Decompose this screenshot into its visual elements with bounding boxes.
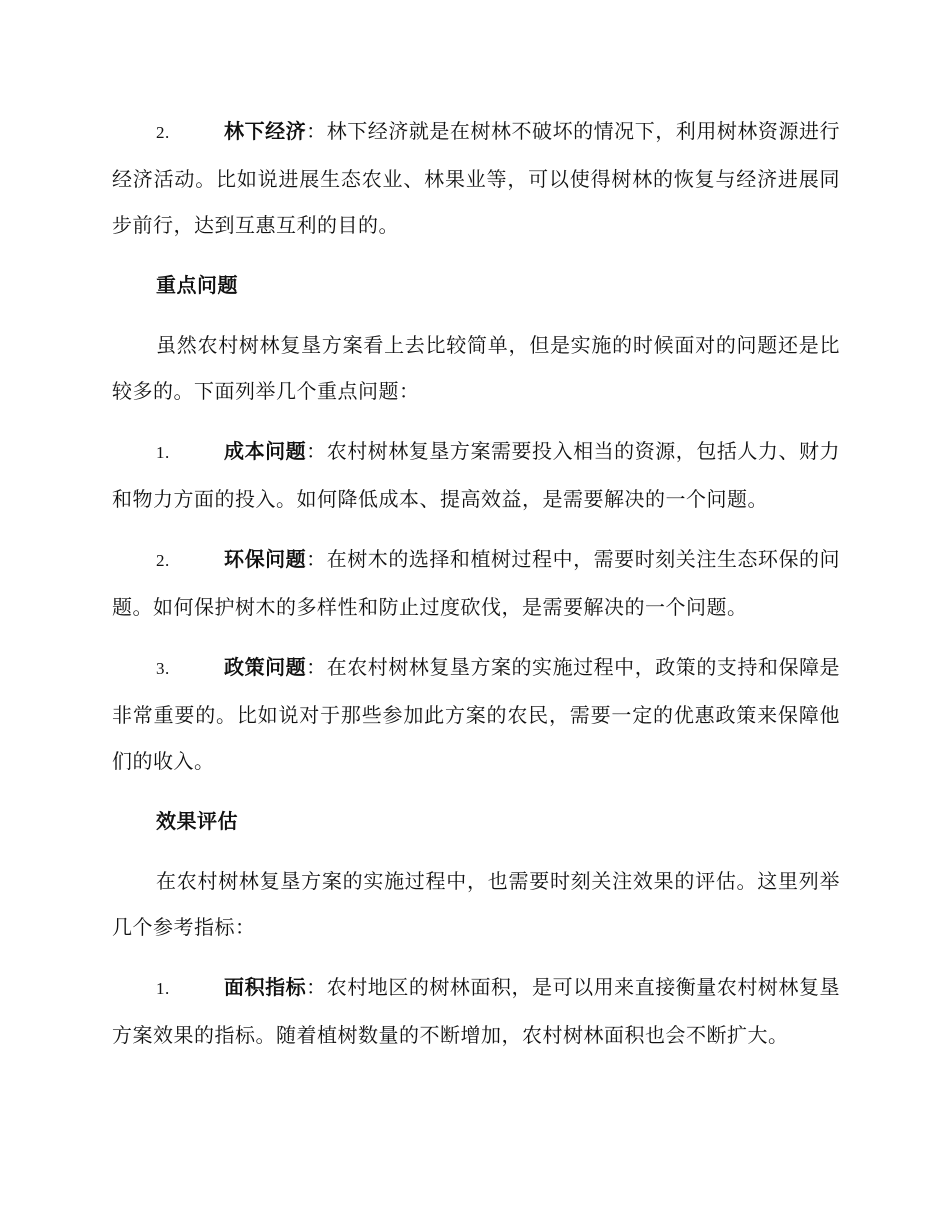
list-text: 农村树林复垦方案需要投入相当的资源，包括人力、财力和物力方面的投入。如何降低成本、提高效益，是需要解决的一个问题。 <box>112 439 841 511</box>
section-heading-key-issues: 重点问题 <box>156 273 238 297</box>
list-term: 政策问题 <box>224 655 307 679</box>
section-intro-key-issues: 虽然农村树林复垦方案看上去比较简单，但是实施的时候面对的问题还是比较多的。下面列举几个重点问题： <box>112 333 840 403</box>
list-text: 林下经济就是在树林不破坏的情况下，利用树林资源进行经济活动。比如说进展生态农业、林果业等，可以使得树林的恢复与经济进展同步前行，达到互惠互利的目的。 <box>112 119 841 237</box>
list-number: 3. <box>156 659 170 678</box>
list-text: 在农村树林复垦方案的实施过程中，政策的支持和保障是非常重要的。比如说对于那些参加此方案的农民，需要一定的优惠政策来保障他们的收入。 <box>112 655 841 773</box>
section-heading-evaluation: 效果评估 <box>156 809 238 833</box>
list-item-environment <box>112 536 840 630</box>
section-intro-evaluation: 在农村树林复垦方案的实施过程中，也需要时刻关注效果的评估。这里列举几个参考指标： <box>112 869 840 939</box>
list-number: 2. <box>156 123 170 142</box>
list-item-policy <box>112 644 840 784</box>
list-term: 林下经济 <box>224 119 307 143</box>
term-separator: ： <box>306 547 327 571</box>
list-text: 在树木的选择和植树过程中，需要时刻关注生态环保的问题。如何保护树木的多样性和防止过度砍伐，是需要解决的一个问题。 <box>112 547 841 619</box>
term-separator: ： <box>306 655 327 679</box>
term-separator: ： <box>306 439 327 463</box>
list-text: 农村地区的树林面积，是可以用来直接衡量农村树林复垦方案效果的指标。随着植树数量的不断增加，农村树林面积也会不断扩大。 <box>112 975 841 1047</box>
list-term: 面积指标 <box>224 975 307 999</box>
list-item-cost <box>112 428 840 522</box>
list-item-forest-economy <box>112 108 840 248</box>
term-separator: ： <box>306 975 327 999</box>
list-number: 1. <box>156 443 170 462</box>
list-item-area <box>112 964 840 1058</box>
term-separator: ： <box>306 119 327 143</box>
list-term: 成本问题 <box>224 439 307 463</box>
list-number: 2. <box>156 551 170 570</box>
list-term: 环保问题 <box>224 547 307 571</box>
list-number: 1. <box>156 979 170 998</box>
